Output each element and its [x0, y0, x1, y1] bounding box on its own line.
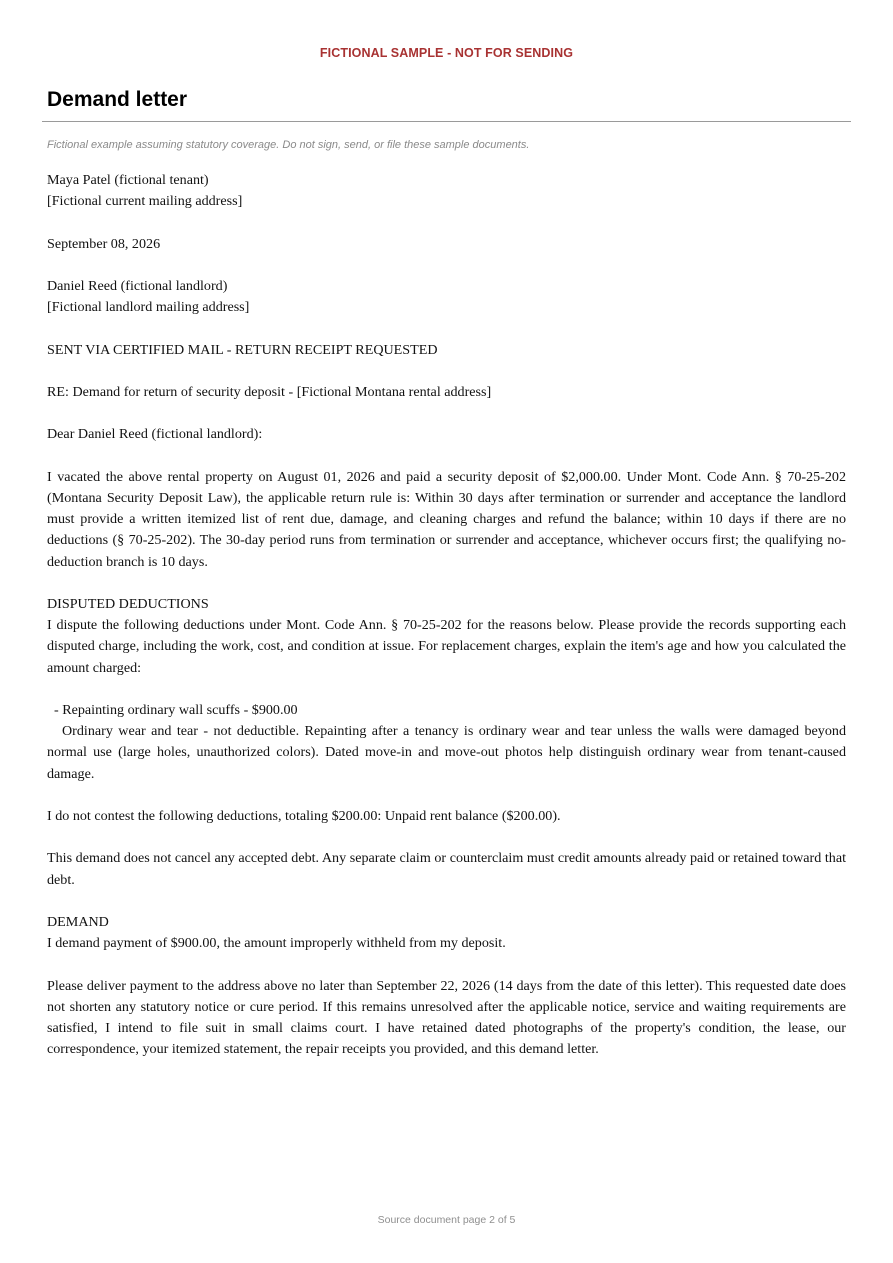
- disclaimer-note: Fictional example assuming statutory coverage. Do not sign, send, or file these sample documents.: [47, 139, 530, 151]
- title-divider: [42, 121, 851, 122]
- demand-heading: DEMAND: [47, 913, 109, 930]
- disputed-heading: DISPUTED DEDUCTIONS: [47, 595, 209, 612]
- sender-block: [47, 170, 846, 212]
- debt-note-paragraph: This demand does not cancel any accepted debt. Any separate claim or counterclaim must credit amounts already paid or retained toward that debt.: [47, 850, 846, 888]
- delivery-method: SENT VIA CERTIFIED MAIL - RETURN RECEIPT REQUESTED: [47, 341, 438, 358]
- sender-name: Maya Patel (fictional tenant): [47, 172, 209, 188]
- demand-text: I demand payment of $900.00, the amount improperly withheld from my deposit.: [47, 935, 506, 952]
- recipient-block: [47, 276, 846, 318]
- letter-date: September 08, 2026: [47, 235, 161, 252]
- sample-banner: FICTIONAL SAMPLE - NOT FOR SENDING: [319, 46, 574, 60]
- demand-section: [47, 912, 846, 954]
- recipient-name: Daniel Reed (fictional landlord): [47, 277, 228, 294]
- page-title: Demand letter: [47, 88, 188, 111]
- disputed-item-title: - Repainting ordinary wall scuffs - $900.00: [54, 701, 298, 718]
- sender-address: [Fictional current mailing address]: [47, 193, 243, 210]
- closing-paragraph: Please deliver payment to the address above no later than September 22, 2026 (14 days from the date of this letter). This requested date does not shorten any statutory notice or cure period. If this remains unresolved after the applicable notice, service and waiting requirements are satisfied, I intend to file suit in small claims court. I have retained dated photographs of the property's condition, the lease, our correspondence, your itemized statement, the repair receipts you provided, and this demand letter.: [47, 977, 846, 1058]
- uncontested-paragraph: I do not contest the following deductions, totaling $200.00: Unpaid rent balance ($200.00).: [47, 807, 561, 824]
- page-footer: Source document page 2 of 5: [377, 1214, 516, 1226]
- disputed-section: [47, 594, 846, 679]
- recipient-address: [Fictional landlord mailing address]: [47, 299, 250, 316]
- intro-paragraph: I vacated the above rental property on August 01, 2026 and paid a security deposit of $2,000.00. Under Mont. Code Ann. § 70-25-202 (Montana Security Deposit Law), the applicable return rule is: Within 30 days after termination or surrender and acceptance the landlord must provide a written itemized list of rent due, damage, and cleaning charges and refund the balance; within 10 days if there are no deductions (§ 70-25-202). The 30-day period runs from termination or surrender and acceptance, whichever occurs first; the qualifying no-deduction branch is 10 days.: [47, 468, 846, 570]
- disputed-item-explanation: Ordinary wear and tear - not deductible. Repainting after a tenancy is ordinary wear and tear unless the walls were damaged beyond normal use (large holes, unauthorized colors). Dated move-in and move-out photos help distinguish ordinary wear from tenant-caused damage.: [47, 723, 846, 782]
- letter-body: [47, 170, 846, 1082]
- disputed-text: I dispute the following deductions under Mont. Code Ann. § 70-25-202 for the reasons below. Please provide the records supporting each disputed charge, including the work, cost, and condition at issue. For replacement charges, explain the item's age and how you calculated the amount charged:: [47, 617, 846, 676]
- salutation: Dear Daniel Reed (fictional landlord):: [47, 426, 263, 443]
- subject-line: RE: Demand for return of security deposit - [Fictional Montana rental address]: [47, 383, 492, 400]
- disputed-item: [47, 700, 846, 785]
